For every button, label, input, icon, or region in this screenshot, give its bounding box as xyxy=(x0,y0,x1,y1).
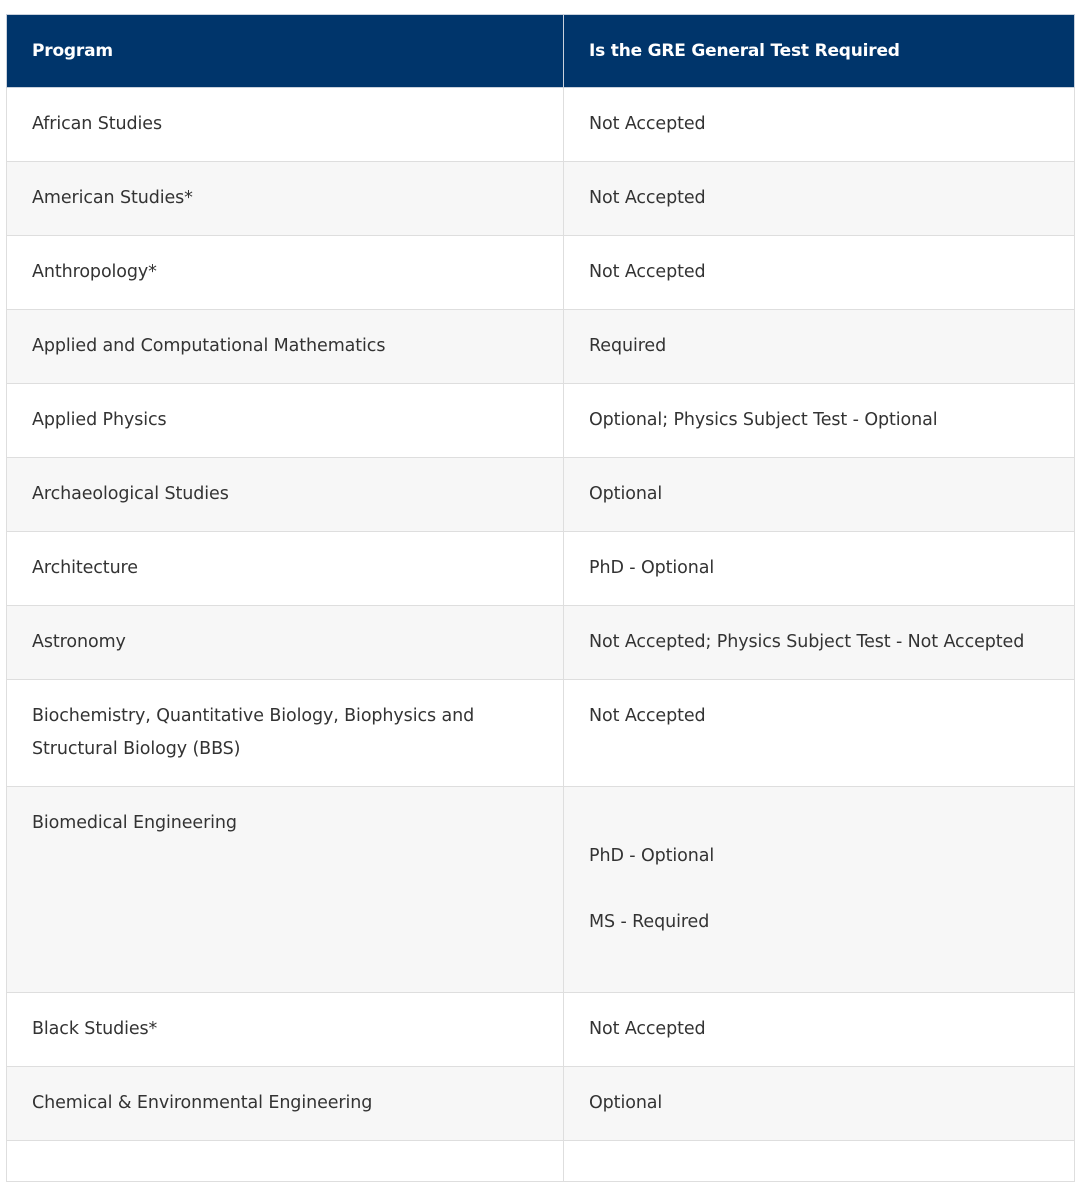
gre-requirement-cell xyxy=(564,88,1075,162)
program-cell xyxy=(7,1141,564,1182)
gre-requirement-value: PhD - Optional xyxy=(589,846,715,866)
program-name: Chemical & Environmental Engineering xyxy=(32,1093,373,1113)
table-row xyxy=(7,532,1075,606)
program-name: Archaeological Studies xyxy=(32,484,229,504)
program-cell xyxy=(7,532,564,606)
program-cell xyxy=(7,236,564,310)
gre-requirement-cell xyxy=(564,1067,1075,1141)
gre-requirement-value: Not Accepted xyxy=(589,262,706,282)
gre-requirement-value: Required xyxy=(589,336,667,356)
table-row xyxy=(7,680,1075,787)
gre-requirement-value: Not Accepted xyxy=(589,188,706,208)
gre-requirements-table-container xyxy=(6,14,1074,1182)
gre-requirement-cell xyxy=(564,787,1075,993)
gre-requirement-cell xyxy=(564,1141,1075,1182)
program-cell xyxy=(7,88,564,162)
table-header-row xyxy=(7,15,1075,88)
column-header-program: Program xyxy=(7,15,564,88)
program-name: Applied and Computational Mathematics xyxy=(32,336,386,356)
table-row xyxy=(7,236,1075,310)
gre-requirement-value: MS - Required xyxy=(589,912,710,932)
program-cell xyxy=(7,1067,564,1141)
table-row xyxy=(7,458,1075,532)
program-name: Applied Physics xyxy=(32,410,167,430)
table-row xyxy=(7,787,1075,993)
table-row xyxy=(7,310,1075,384)
gre-requirement-cell xyxy=(564,606,1075,680)
program-cell xyxy=(7,310,564,384)
gre-requirement-value: PhD - Optional xyxy=(589,558,715,578)
gre-requirements-table xyxy=(6,14,1075,1182)
program-name: American Studies* xyxy=(32,188,193,208)
program-cell xyxy=(7,162,564,236)
program-name: Anthropology* xyxy=(32,262,157,282)
gre-requirement-cell xyxy=(564,993,1075,1067)
gre-requirement-cell xyxy=(564,310,1075,384)
table-row xyxy=(7,1141,1075,1182)
program-name: Biochemistry, Quantitative Biology, Biophysics and Structural Biology (BBS) xyxy=(32,706,475,759)
gre-requirement-value: Not Accepted xyxy=(589,114,706,134)
table-row xyxy=(7,1067,1075,1141)
table-body xyxy=(7,88,1075,1182)
table-row xyxy=(7,384,1075,458)
program-cell xyxy=(7,787,564,993)
program-cell xyxy=(7,458,564,532)
gre-requirement-value: Not Accepted; Physics Subject Test - Not Accepted xyxy=(589,632,1025,652)
program-name: Black Studies* xyxy=(32,1019,158,1039)
table-row xyxy=(7,606,1075,680)
program-name: Biomedical Engineering xyxy=(32,813,237,833)
program-cell xyxy=(7,680,564,787)
gre-requirement-cell xyxy=(564,458,1075,532)
gre-requirement-value: Optional xyxy=(589,484,663,504)
program-name: African Studies xyxy=(32,114,162,134)
gre-requirement-cell xyxy=(564,162,1075,236)
program-cell xyxy=(7,993,564,1067)
gre-requirement-value: Not Accepted xyxy=(589,706,706,726)
program-cell xyxy=(7,384,564,458)
gre-requirement-value: Optional; Physics Subject Test - Optional xyxy=(589,410,938,430)
gre-requirement-cell xyxy=(564,384,1075,458)
column-header-gre-required: Is the GRE General Test Required xyxy=(564,15,1075,88)
table-row xyxy=(7,993,1075,1067)
gre-requirement-value: Optional xyxy=(589,1093,663,1113)
program-name: Architecture xyxy=(32,558,138,578)
gre-requirement-cell xyxy=(564,532,1075,606)
gre-requirement-cell xyxy=(564,236,1075,310)
program-name: Astronomy xyxy=(32,632,126,652)
table-row xyxy=(7,162,1075,236)
table-row xyxy=(7,88,1075,162)
gre-requirement-value: Not Accepted xyxy=(589,1019,706,1039)
gre-requirement-cell xyxy=(564,680,1075,787)
program-cell xyxy=(7,606,564,680)
